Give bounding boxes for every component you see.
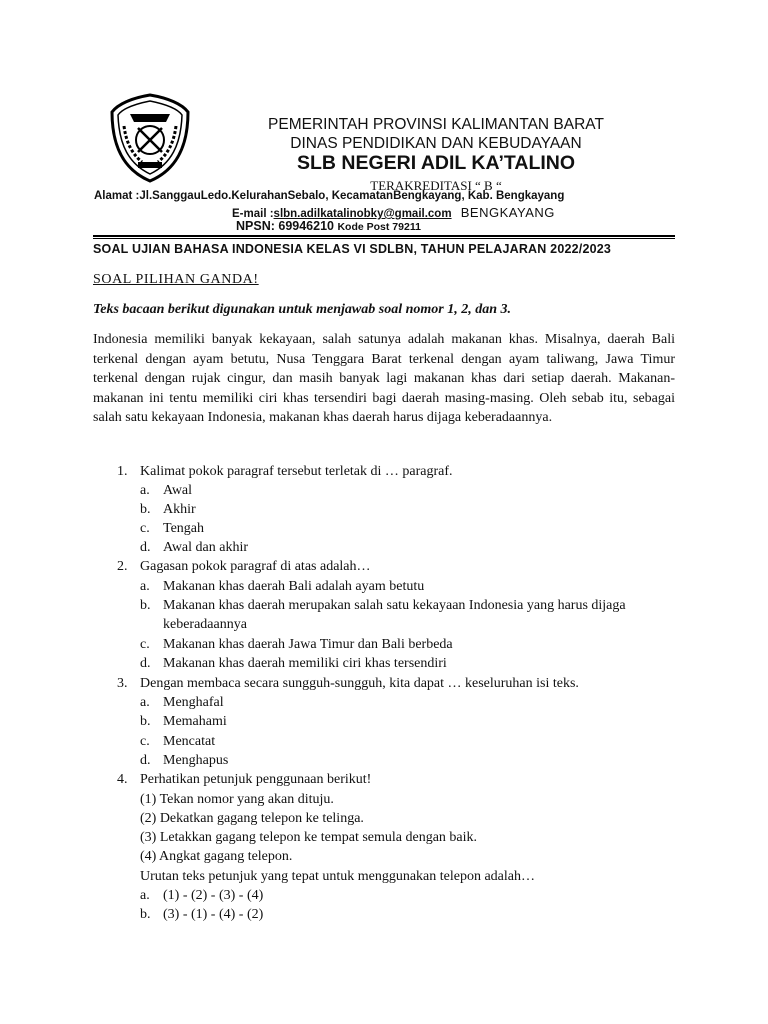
question-number: 2.: [117, 559, 128, 574]
option-text-continued: keberadaannya: [163, 617, 247, 632]
email-address[interactable]: slbn.adilkatalinobky@gmail.com: [273, 208, 452, 220]
option-letter: b.: [140, 714, 151, 729]
option-text: Tengah: [163, 521, 205, 536]
step-item: (1) Tekan nomor yang akan dituju.: [140, 792, 334, 807]
step-item: (2) Dekatkan gagang telepon ke telinga.: [140, 811, 364, 826]
option-text: Makanan khas daerah memiliki ciri khas tersendiri: [163, 656, 447, 671]
option-text: Menghafal: [163, 695, 224, 710]
npsn-number: NPSN: 69946210: [236, 219, 334, 233]
question-prompt: Urutan teks petunjuk yang tepat untuk menggunakan telepon adalah…: [140, 869, 536, 884]
option-letter: a.: [140, 695, 150, 710]
question-number: 4.: [117, 772, 128, 787]
email-label: E-mail :: [232, 208, 274, 220]
exam-title: SOAL UJIAN BAHASA INDONESIA KELAS VI SDLBN, TAHUN PELAJARAN 2022/2023: [93, 242, 612, 256]
question-number: 3.: [117, 676, 128, 691]
npsn-line: [236, 219, 421, 233]
option-text: Akhir: [163, 502, 196, 517]
header-divider-thin: [93, 238, 675, 239]
option-letter: a.: [140, 579, 150, 594]
school-address: Alamat :Jl.SanggauLedo.KelurahanSebalo, KecamatanBengkayang, Kab. Bengkayang: [94, 190, 565, 202]
question-text: Kalimat pokok paragraf tersebut terletak di … paragraf.: [140, 464, 453, 479]
step-item: (4) Angkat gagang telepon.: [140, 849, 293, 864]
option-letter: c.: [140, 521, 150, 536]
government-header: PEMERINTAH PROVINSI KALIMANTAN BARAT: [268, 116, 604, 133]
option-letter: d.: [140, 753, 151, 768]
option-letter: b.: [140, 502, 151, 517]
reading-instruction: Teks bacaan berikut digunakan untuk menjawab soal nomor 1, 2, dan 3.: [93, 302, 512, 317]
school-name: SLB NEGERI ADIL KA’TALINO: [296, 152, 576, 174]
question-text: Gagasan pokok paragraf di atas adalah…: [140, 559, 371, 574]
city-name: BENGKAYANG: [460, 205, 555, 220]
option-letter: a.: [140, 888, 150, 903]
step-item: (3) Letakkan gagang telepon ke tempat semula dengan baik.: [140, 830, 478, 845]
option-text: (1) - (2) - (3) - (4): [163, 888, 264, 903]
department-header: DINAS PENDIDIKAN DAN KEBUDAYAAN: [290, 135, 582, 152]
option-text: Awal dan akhir: [163, 540, 249, 555]
option-letter: c.: [140, 637, 150, 652]
header-divider: [93, 235, 675, 237]
option-text: Mencatat: [163, 734, 216, 749]
option-text: Memahami: [163, 714, 227, 729]
option-text: (3) - (1) - (4) - (2): [163, 907, 264, 922]
question-text: Dengan membaca secara sungguh-sungguh, kita dapat … keseluruhan isi teks.: [140, 676, 579, 691]
question-text: Perhatikan petunjuk penggunaan berikut!: [140, 772, 372, 787]
option-letter: d.: [140, 656, 151, 671]
email-line: [232, 205, 555, 220]
option-text: Awal: [163, 483, 193, 498]
option-text: Menghapus: [163, 753, 229, 768]
school-seal-logo: [108, 92, 192, 184]
option-letter: b.: [140, 598, 151, 613]
accreditation: TERAKREDITASI “ B “: [370, 178, 502, 193]
post-code: Kode Post 79211: [337, 221, 421, 233]
option-letter: d.: [140, 540, 151, 555]
reading-passage: Indonesia memiliki banyak kekayaan, salah satunya adalah makanan khas. Misalnya, daerah Bali terkenal dengan ayam betutu, Nusa Tenggara Barat terkenal dengan ayam taliwang, Jawa Timur terkenal dengan rujak cingur, dan masih banyak lagi makanan khas dari setiap daerah. Makanan-makanan ini tentu memiliki ciri khas tersendiri bagi daerah masing-masing. Oleh sebab itu, sebagai salah satu kekayaan Indonesia, makanan khas daerah harus dijaga keberadaannya.: [93, 332, 675, 426]
option-text: Makanan khas daerah merupakan salah satu kekayaan Indonesia yang harus dijaga: [163, 598, 626, 613]
question-number: 1.: [117, 464, 128, 479]
option-text: Makanan khas daerah Bali adalah ayam betutu: [163, 579, 425, 594]
option-letter: b.: [140, 907, 151, 922]
option-text: Makanan khas daerah Jawa Timur dan Bali berbeda: [163, 637, 453, 652]
option-letter: a.: [140, 483, 150, 498]
section-title: SOAL PILIHAN GANDA!: [93, 272, 259, 287]
option-letter: c.: [140, 734, 150, 749]
